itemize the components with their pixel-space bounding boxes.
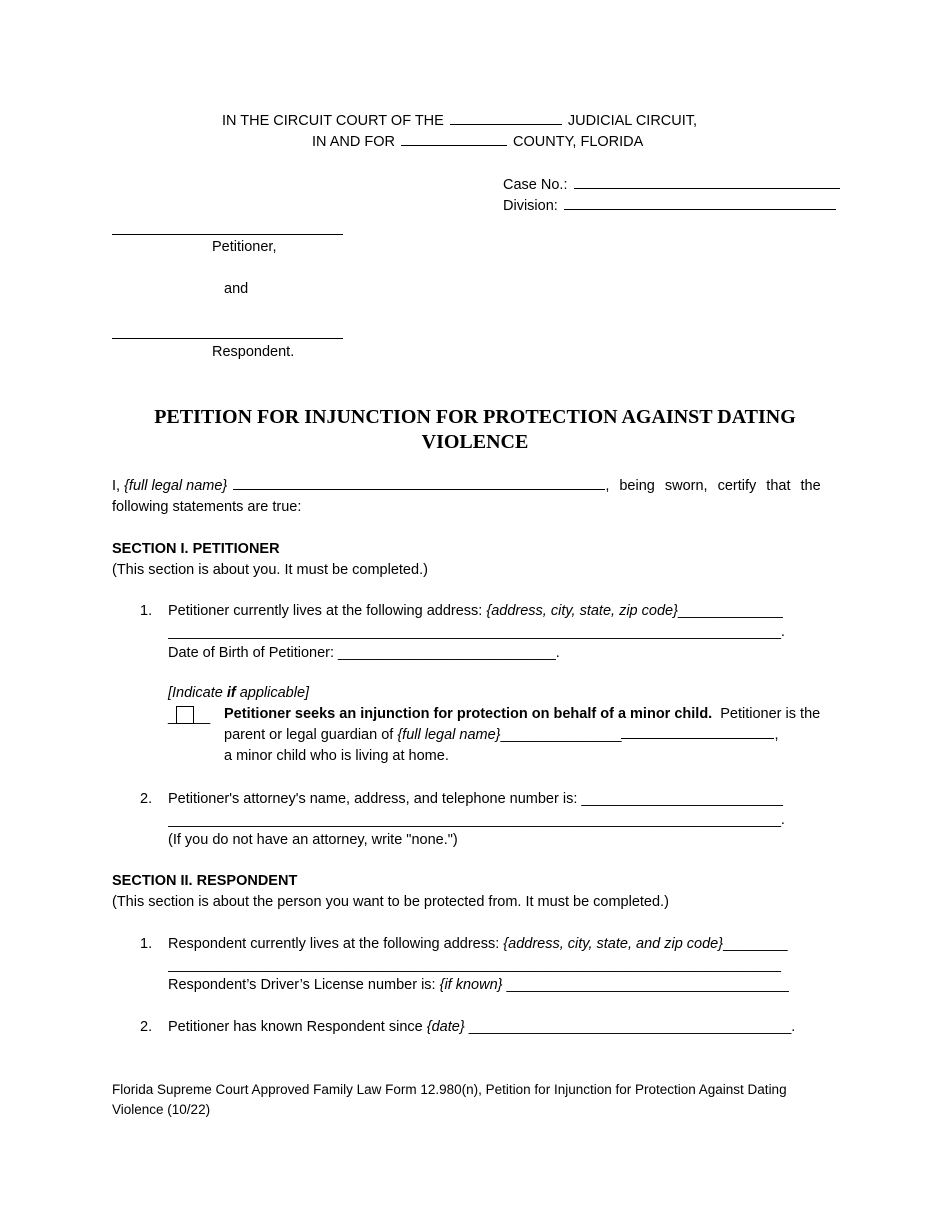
minor-child-line-1: [224, 706, 820, 722]
dob-row[interactable]: Date of Birth of Petitioner: ___________________________.: [168, 645, 560, 661]
indicate-if-applicable: [168, 685, 309, 701]
s2-address-line-2[interactable]: ____________________________________________________________________________: [168, 957, 781, 973]
s1-item-1-text: Petitioner currently lives at the following address:: [168, 603, 483, 619]
s1-address-hint: {address, city, state, zip code}: [486, 603, 678, 619]
child-name-field-extension[interactable]: [621, 737, 774, 739]
case-no-row: [503, 177, 840, 193]
known-since-field[interactable]: ________________________________________.: [468, 1019, 796, 1035]
court-line-2-prefix: IN AND FOR: [312, 134, 395, 150]
s2-item-1-text: Respondent currently lives at the following address:: [168, 936, 500, 952]
court-line-1: [222, 113, 697, 129]
s1-address-field[interactable]: _____________: [677, 603, 783, 619]
indicate-pre: [Indicate: [168, 685, 227, 701]
s2-item-1-number: 1.: [140, 936, 153, 952]
footer-line-2: Violence (10/22): [112, 1102, 211, 1117]
license-text: Respondent’s Driver’s License number is:: [168, 977, 436, 993]
minor-child-rest: Petitioner is the: [720, 706, 821, 722]
license-field[interactable]: ___________________________________: [506, 977, 789, 993]
section-2-heading: SECTION II. RESPONDENT: [112, 873, 298, 889]
petitioner-name-line[interactable]: [112, 234, 343, 235]
court-line-2-suffix: COUNTY, FLORIDA: [513, 134, 644, 150]
guardian-text: parent or legal guardian of: [224, 727, 394, 743]
child-name-hint: {full legal name}: [397, 727, 501, 743]
county-blank[interactable]: [401, 144, 507, 146]
license-hint: {if known}: [439, 977, 503, 993]
attorney-line-2[interactable]: ____________________________________________________________________________.: [168, 812, 785, 828]
case-no-label: Case No.:: [503, 177, 568, 193]
s1-item-1-number: 1.: [140, 603, 153, 619]
intro-suffix: , being sworn, certify that the: [605, 478, 821, 494]
s2-item-2-number: 2.: [140, 1019, 153, 1035]
section-2-subtitle: (This section is about the person you want to be protected from. It must be completed.): [112, 894, 669, 910]
s1-address-line-2[interactable]: ____________________________________________________________________________.: [168, 624, 785, 640]
known-since-hint: {date}: [426, 1019, 465, 1035]
child-name-comma: ,: [774, 727, 779, 743]
footer-line-1: Florida Supreme Court Approved Family Law Form 12.980(n), Petition for Injunction for Protection Against Dating: [112, 1082, 787, 1097]
s1-item-1-line-1: [168, 603, 783, 619]
s1-item-2-number: 2.: [140, 791, 153, 807]
section-1-heading: SECTION I. PETITIONER: [112, 541, 280, 557]
minor-child-checkbox[interactable]: [176, 706, 194, 724]
division-row: [503, 198, 836, 214]
known-since-row: [168, 1019, 795, 1035]
indicate-if: if: [226, 685, 236, 701]
court-line-1-suffix: JUDICIAL CIRCUIT,: [567, 113, 698, 129]
intro-prefix: I,: [112, 478, 121, 494]
s2-item-1-line-1: [168, 936, 788, 952]
minor-child-checkbox-row: [168, 706, 210, 725]
respondent-name-line[interactable]: [112, 338, 343, 339]
intro-line-1: [112, 478, 838, 494]
court-line-1-prefix: IN THE CIRCUIT COURT OF THE: [222, 113, 444, 129]
license-row: [168, 977, 789, 993]
minor-child-line-2: [224, 727, 779, 743]
circuit-number-blank[interactable]: [450, 123, 562, 125]
full-name-field[interactable]: [233, 488, 605, 490]
court-line-2: [312, 134, 643, 150]
division-field[interactable]: [564, 208, 836, 210]
petitioner-label: Petitioner,: [212, 239, 277, 255]
child-name-field[interactable]: _______________: [500, 727, 622, 743]
check-right-underscore: __: [194, 709, 211, 725]
minor-child-line-3: a minor child who is living at home.: [224, 748, 449, 764]
case-no-field[interactable]: [574, 187, 840, 189]
attorney-note: (If you do not have an attorney, write "none."): [168, 832, 458, 848]
indicate-post: applicable]: [235, 685, 310, 701]
known-since-text: Petitioner has known Respondent since: [168, 1019, 423, 1035]
petition-title-line-1: PETITION FOR INJUNCTION FOR PROTECTION AGAINST DATING: [154, 406, 796, 428]
petition-title-line-2: VIOLENCE: [421, 431, 529, 453]
intro-line-2: following statements are true:: [112, 499, 302, 515]
check-left-underscore: _: [168, 709, 177, 725]
minor-child-bold-text: Petitioner seeks an injunction for protection on behalf of a minor child.: [224, 706, 713, 722]
s2-address-field[interactable]: ________: [723, 936, 788, 952]
respondent-label: Respondent.: [212, 344, 295, 360]
s2-address-hint: {address, city, state, and zip code}: [503, 936, 724, 952]
attorney-line-1[interactable]: Petitioner's attorney's name, address, and telephone number is: _________________________: [168, 791, 783, 807]
division-label: Division:: [503, 198, 558, 214]
full-name-hint: {full legal name}: [124, 478, 228, 494]
and-label: and: [224, 281, 249, 297]
section-1-subtitle: (This section is about you. It must be completed.): [112, 562, 428, 578]
